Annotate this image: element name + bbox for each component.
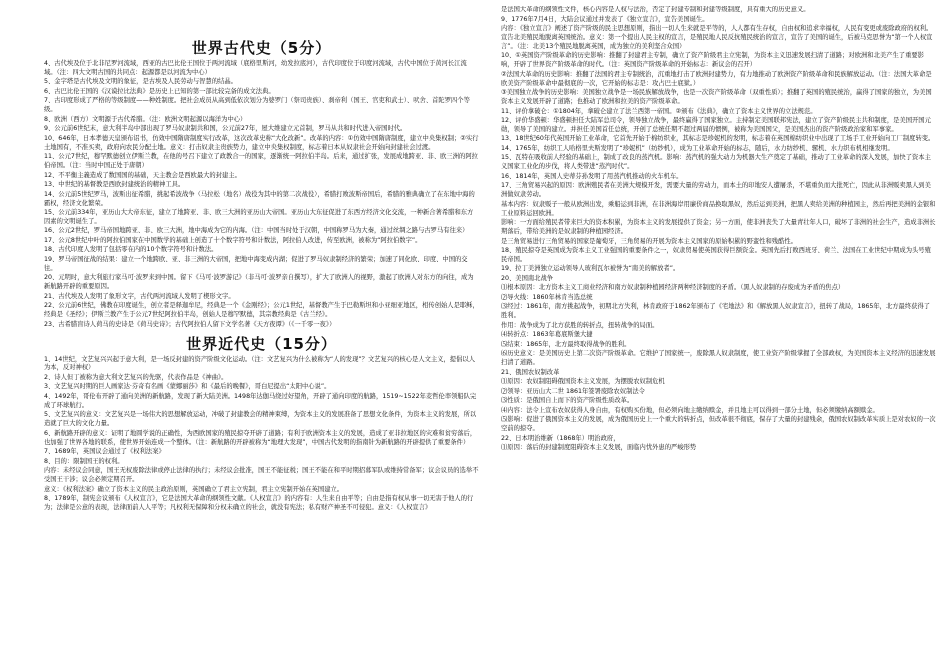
list-item: ⑷转折点：1863年葛底斯堡大捷: [501, 331, 593, 339]
list-item: 是三角贸易进行三角贸易的国家是葡萄牙，三角贸易的开展为资本主义国家的原始积累的野蛮性和残酷性。: [501, 237, 797, 245]
list-item: 19、拉丁美洲独立运动领导人玻利瓦尔被誉为“南美的解放者”。: [501, 265, 680, 273]
list-item: 是法国大革命的纲领性文件，核心内容是人权与法治，否定了封建专制和封建等级制度，具有重大的历史意义。: [501, 6, 810, 13]
list-item: 10、646年，日本孝德天皇颁布诏书，仿效中国隋唐制度实行改革，这次改革史称“大化改新”。改革的内容：①仿效中国隋唐制度，建立中央集权制；②实行土地国有，不准买卖，政府向农民分配土地。意义：打击奴隶主贵族势力，建立中央集权制度，标志着日本从奴隶社会开始向封建社会过渡。: [44, 134, 479, 151]
list-item: 18、古代印度人发明了包括零在内的10个数字符号和计数法。: [44, 246, 218, 254]
list-item: 20、美国南北战争: [501, 274, 554, 282]
list-item: 3、文艺复兴时期的巨人画家达·芬奇有名画《蒙娜丽莎》和《最后的晚餐》，哥白尼提出“太阳中心说”。: [44, 383, 331, 391]
list-item: ⑸影响：促进了俄国资本主义的发展，成为俄国历史上一个重大的转折点，但改革很不彻底，保存了大量的封建残余，俄国农奴制改革实质上是对农奴的一次空前的掠夺。: [501, 416, 936, 433]
list-item: ③美国独立战争的历史影响：美国独立战争是一场民族解放战争，也是一次资产阶级革命（双重性质）；推翻了英国的殖民统治，赢得了国家的独立，为美国资本主义发展开辟了道路；也推动了欧洲和拉美的资产阶级革命。: [501, 89, 932, 106]
list-item: 19、罗马帝国征战的结果：建立一个地跨欧、亚、非三洲的大帝国，把地中海变成内湖；促进了罗马奴隶制经济的繁荣；加速了同化欧、印度、中国的交往。: [44, 255, 468, 272]
list-item: 1、14世纪，文艺复兴兴起于意大利，是一场反封建的资产阶级文化运动。（注：文艺复兴为什么被称为“人的发现”？文艺复兴的核心是人文主义，提倡以人为本，反对神权）: [44, 355, 475, 372]
list-item: 8、欧洲（西方）文明源于古代希腊。（注：欧洲文明起源以海洋为中心）: [44, 115, 247, 123]
list-item: ⑹历史意义：是美国历史上第二次资产阶级革命。它维护了国家统一，废除黑人奴隶制度，使工业资产阶级掌握了全部政权，为美国资本主义经济的迅速发展扫清了道路。: [501, 350, 936, 367]
section-title-modern: 世界近代史（15分）: [186, 334, 337, 353]
list-item: 内容：未经议会同意，国王无权废除法律或停止法律的执行；未经议会批准，国王不能征税；国王不能在和平时期招募军队或维持常备军；议会议员的选举不受国王干涉；议会必须定期召开。: [44, 467, 479, 484]
list-item: 基本内容：奴隶贩子一般从欧洲出发，乘船运到非洲，在非洲海岸用廉价商品换取黑奴，然后运到美洲，把黑人卖给美洲的种植园主，然后再把美洲的金银和工业原料运回欧洲。: [501, 200, 936, 217]
list-item: ⑴原因：农奴制阻碍俄国资本主义发展，为摆脱农奴制危机: [501, 378, 665, 386]
list-item: ⑶经过：1861年，南方挑起战争，初期北方失利，林肯政府于1862年颁布了《宅地法》和《解放黑人奴隶宣言》，扭转了战局，1865年，北方最终获得了胜利。: [501, 303, 931, 320]
list-item: ⑷内容：法令上宣布农奴获得人身自由，有权购买份地，但必须向地主缴纳赎金，并且地主可以得到一部分土地，但必须缴纳高额赎金。: [501, 406, 879, 414]
list-item: ⑵领导：亚历山大二世 1861年签署废除农奴制法令: [501, 387, 645, 395]
list-item: ⑴根本原因：北方资本主义工商业经济和南方奴隶制种植园经济两种经济制度的矛盾。（黑人奴隶制的存废成为矛盾的焦点）: [501, 284, 845, 292]
list-item: 17、三角贸易兴起的原因：欧洲殖民者在美洲大规模开发，需要大量的劳动力，而本土的印地安人遭屠杀，不堪重负而大批死亡，因此从非洲贩卖黑人到美洲做奴隶劳动。: [501, 182, 931, 199]
list-item: 22、公元前6世纪，佛教在印度诞生，创立者是释迦牟尼，经典是一个《金刚经》；公元1世纪，基督教产生于巴勒斯坦和小亚细亚地区，相传创始人是耶稣，经典是《圣经》；伊斯兰教产生于公元7世纪阿拉伯半岛，创始人是穆罕默德，其宗教经典是《古兰经》。: [44, 302, 479, 319]
list-item: 7、1689年，英国议会通过了《权利法案》: [44, 448, 165, 456]
list-item: 9、1776年7月4日，大陆会议通过并发表了《独立宣言》，宣告美国诞生。: [501, 15, 709, 23]
list-item: 17、公元8世纪中叶的阿拉伯国家在中国数学的基础上创造了十个数字符号和计数法，阿拉伯人改进，传至欧洲，被称为“阿拉伯数字”。: [44, 236, 422, 244]
list-item: 内容：《独立宣言》阐述了资产阶级的民主思想原则，指出一切人生来就是平等的，人人都有生存权，自由权和追求幸福权，人民有变更或废除政府的权利。宣告北美殖民地脱离英国统治。意义：第一个提出人民主权的宣言，是殖民地人民反抗殖民统治的宣言，宣告了美国的诞生，后被马克思誉为“第一个人权宣言”。（注：北美13个殖民地脱离英国，成为独立的美利坚合众国）: [501, 25, 933, 50]
list-item: 23、古希腊盲诗人荷马的史诗是《荷马史诗》；古代阿拉伯人留下文学名著《天方夜谭》（《一千零一夜》）: [44, 320, 336, 328]
list-item: 21、古代埃及人发明了象形文字，古代两河流域人发明了楔形文字。: [44, 292, 235, 300]
list-item: 20、元明时，意大利旅行家马可·波罗来到中国。留下《马可·波罗游记》（非马可·波罗亲自撰写），扩大了欧洲人的视野，激起了欧洲人对东方的向往，成为新航路开辟的重要原因。: [44, 274, 474, 291]
list-item: 5、金字塔是古代埃及文明的象征，是古埃及人民劳动与智慧的结晶。: [44, 78, 237, 86]
right-column: [501, 6, 936, 672]
list-item: ⑴原因：落后的封建制度阻碍资本主义发展，面临内忧外患的严峻形势: [501, 444, 697, 452]
list-item: ②法国大革命的历史影响：推翻了法国的君主专制统治，沉重地打击了欧洲封建势力，有力地推动了欧洲资产阶级革命和民族解放运动。（注：法国大革命是欧美资产阶级革命中最彻底的一次，它开始的标志是：攻占巴士底狱。）: [501, 70, 932, 87]
list-item: 4、1492年，哥伦布开辟了通向美洲的新航路，发现了新大陆美洲。1498年达伽马绕过好望角，开辟了通向印度的航路，1519~1522年麦哲伦率领船队完成了环球航行。: [44, 392, 477, 409]
modern-history-list: [44, 356, 479, 513]
list-item: 8、目的：限制国王的权利。: [44, 457, 124, 465]
left-column: [44, 6, 479, 672]
list-item: 11、评价拿破仑：①1804年，拿破仑建立了法兰西第一帝国。②颁布《法典》，确立了资本主义世界的立法规范。: [501, 107, 817, 115]
list-item: 影响：一方面给殖民者带来巨大的资本积累，为资本主义的发展提供了资金；另一方面，使非洲丧失了大量青壮年人口，破坏了非洲的社会生产，造成非洲长期落后，带给美洲的是奴隶制的种植园经济。: [501, 219, 936, 236]
list-item: 意义：《权利法案》确立了资本主义的民主政治原则，英国确立了君主立宪制，君主立宪制开始在英国建立。: [44, 485, 344, 493]
list-item: 11、公元7世纪，穆罕默德创立伊斯兰教，在他的号召下建立了政教合一的国家，逐渐统一阿拉伯半岛。后来，通过扩张，发展成地跨亚、非、欧三洲的阿拉伯帝国。（注：当时中国正处于唐朝）: [44, 153, 478, 170]
list-item: ⑸结束：1865年，北方最终取得战争的胜利。: [501, 340, 631, 348]
list-item: 15、公元前334年，亚历山大大帝东征，建立了地跨亚、非、欧三大洲的亚历山大帝国。亚历山大东征促进了东西方经济文化交流，一种新合著希腊和东方因素的文明诞生了。: [44, 209, 474, 225]
list-item: 9、公元前6世纪末，意大利半岛中部出现了罗马奴隶制共和国，公元前27年，屋大维建立元首制，罗马从共和时代进入帝国时代。: [44, 125, 407, 133]
list-item: ⑶性质：是俄国自上而下的资产阶级性质改革。: [501, 397, 634, 405]
list-item: 6、新航路开辟的意义：证明了地圆学说的正确性，为西欧国家的殖民掠夺开辟了道路；有利于欧洲资本主义的发展，造成了亚非拉地区的灾难和贫穷落后，也加强了世界各地的联系，使世界开始连成一个整体。（注：新航路的开辟被称为“地理大发现”，中国古代发明的指南针为新航路的开辟提供了重要条件）: [44, 429, 477, 446]
list-item: 12、评价华盛顿：华盛顿担任大陆军总司令，领导独立战争，最终赢得了国家独立。主持制定美国联邦宪法，建立了资产阶级民主共和制度，是美国开国元勋，领导了美国的建立。并担任美国首任总统，开创了总统任期不超过两届的惯例，被称为美国国父，是美国杰出的资产阶级政治家和军事家。: [501, 117, 931, 133]
list-item: ⑵导火线：1860年林肯当选总统: [501, 293, 593, 301]
list-item: 6、古巴比伦王国的《汉谟拉比法典》是历史上已知的第一部比较完备的成文法典。: [44, 87, 275, 95]
list-item: 18、殖民掠夺是英国成为资本主义工业强国的重要条件之一，奴隶贸易使英国获得巨额资金。英国先后打败西班牙、荷兰、法国在工业世纪中期成为头号殖民帝国。: [501, 247, 931, 263]
list-item: 4、古代埃及位于北非尼罗河流域，西亚的古巴比伦王国位于两河流域（底格里斯河，幼发拉底河），古代印度位于印度河流域，古代中国位于黄河长江流域。（注：四大文明古国的共同点：起源都是以河流为中心）: [44, 60, 467, 76]
list-item: 作用：战争成为了北方获胜的转折点，扭转战争的局面。: [501, 321, 659, 329]
list-item: 15、瓦特在吸收前人经验的基础上，制成了改良的蒸汽机。影响：蒸汽机的强大动力为机器大生产奠定了基础，推动了工业革命的深入发展，加快了资本主义国家工业化的步伐，将人类带进“蒸汽时代”。: [501, 154, 931, 171]
section-title-ancient: 世界古代史（5分）: [191, 39, 332, 57]
list-item: 2、诗人但丁被称为意大利文艺复兴的先驱，代表作品是《神曲》。: [44, 373, 228, 381]
list-item: 22、日本明治维新（1868年）明治政府，: [501, 434, 620, 442]
list-item: 10、①英国资产阶级革命的历史影响：推翻了封建君主专制，确立了资产阶级君主立宪制，为资本主义迅速发展扫清了道路；对欧洲和北美产生了重要影响，开辟了世界资产阶级革命的时代。（注：英国资产阶级革命的开始标志：新议会的召开）: [501, 52, 924, 69]
list-item: 13、18世纪60年代英国开始工业革命，它首先开始于棉纺织业，其标志是珍妮机的发明，标志着在英国棉纺织业中出现了工场手工业开始向工厂制度转变。: [501, 135, 935, 143]
list-item: 12、不平衡主義造成了数国国的基础，天主教会是西欧最大的封建主。: [44, 171, 241, 179]
list-item: 16、公元2世纪，罗马帝国地跨亚、非、欧三大洲，地中海成为它的内海。（注：中国当时处于汉朝，中国称罗马为大秦，通过丝绸之路与古罗马有往来）: [44, 227, 469, 235]
list-item: 14、公元前5世纪罗马，波斯出征希腊，挑起希波战争（马拉松（地名）战役为其中的第二次战役），希腊打败波斯帝国后，希腊的雅典确立了在东地中海的霸权，经济文化繁荣。: [44, 190, 475, 207]
modern-history-list-continued: [501, 6, 936, 453]
list-item: 14、1765年，纺织工人哈格里夫斯发明了“珍妮机”（纺纱机），成为工业革命开始的标志，随后，水力纺纱机、骡机、水力织布机相继发明。: [501, 144, 894, 152]
list-item: 16、1814年，英国人史蒂芬孙发明了用蒸汽机推动的火车机车。: [501, 172, 683, 180]
list-item: 8、1789年，制宪会议颁布《人权宣言》，它是法国大革命的纲领性文献。《人权宣言》的内容有：人生来自由平等；自由是指有权从事一切无害于他人的行为；法律是公意的表现，法律面前人人平等；凡权利无保障和分权未确立的社会，就没有宪法；私有财产神圣不可侵犯。意义：《人权宣言》: [44, 495, 474, 511]
list-item: 21、俄国农奴制改革: [501, 368, 560, 376]
list-item: 7、古印度形成了严格的等级制度——种姓制度。把社会成员从高到低依次划分为婆罗门（祭司贵族）、刹帝利（国王、官吏和武士）、吠舍、首陀罗四个等级。: [44, 97, 470, 114]
list-item: 13、中世纪的基督教是西欧封建统治的精神工具。: [44, 181, 185, 189]
ancient-history-list: [44, 60, 479, 330]
list-item: 5、文艺复兴的意义：文艺复兴是一场伟大的思想解放运动，冲破了封建教会的精神束缚，为资本主义的发展准备了思想文化条件，为资本主义的发展，所以造就了巨大的文化力量。: [44, 411, 477, 428]
